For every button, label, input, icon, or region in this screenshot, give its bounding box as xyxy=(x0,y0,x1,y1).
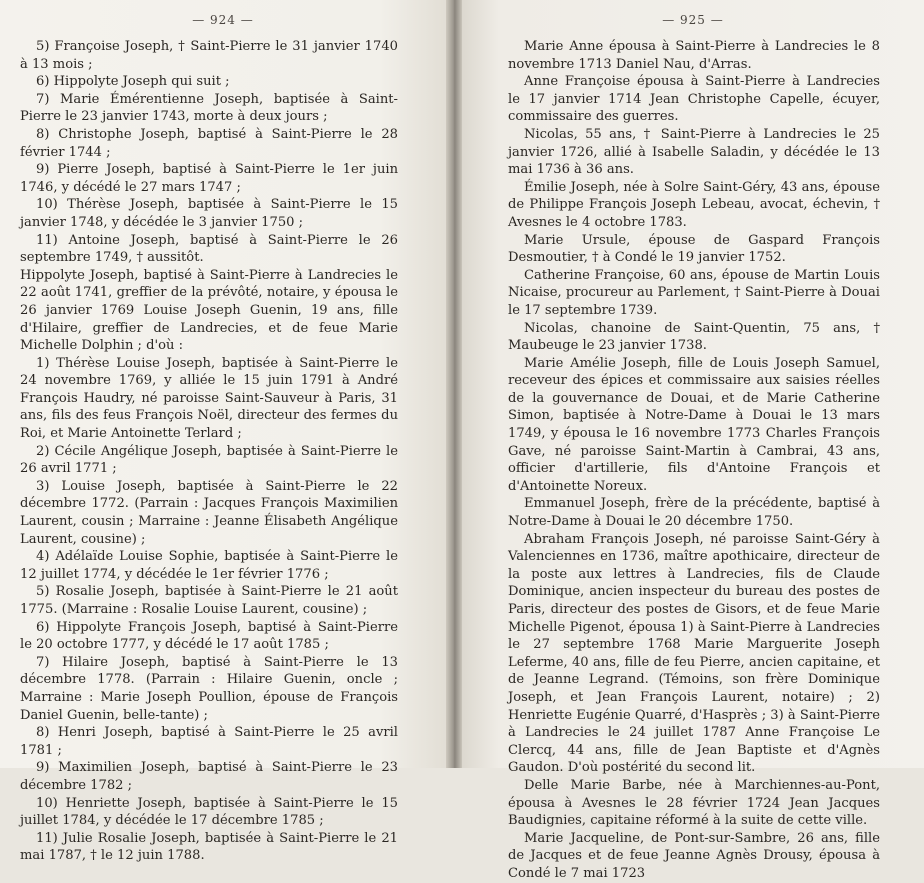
paragraph: 11) Antoine Joseph, baptisé à Saint-Pierre le 26 septembre 1749, † aussitôt. xyxy=(20,232,398,266)
paragraph: Hippolyte Joseph, baptisé à Saint-Pierre à Landrecies le 22 août 1741, greffier de la prévôté, notaire, y épousa le 26 janvier 1769 Louise Joseph Guenin, 19 ans, fille d'Hilaire, greffier de Landrecies, et de feue Marie Michelle Dolphin ; d'où : xyxy=(20,267,398,354)
paragraph: 11) Julie Rosalie Joseph, baptisée à Saint-Pierre le 21 mai 1787, † le 12 juin 1788. xyxy=(20,830,398,864)
left-page-number: — 924 — xyxy=(192,13,254,27)
paragraph: Marie Ursule, épouse de Gaspard François Desmoutier, † à Condé le 19 janvier 1752. xyxy=(508,232,880,266)
paragraph: 8) Henri Joseph, baptisé à Saint-Pierre le 25 avril 1781 ; xyxy=(20,725,398,758)
paragraph: 5) Françoise Joseph, † Saint-Pierre le 31 janvier 1740 à 13 mois ; xyxy=(20,39,398,72)
paragraph: Nicolas, chanoine de Saint-Quentin, 75 ans, † Maubeuge le 23 janvier 1738. xyxy=(508,320,880,354)
paragraph: Marie Amélie Joseph, fille de Louis Joseph Samuel, receveur des épices et commissaire aux saisies réelles de la gouvernance de Douai, et de Marie Catherine Simon, baptisée à Notre-Dame à Douai le 13 mars 1749, y épousa le 16 novembre 1773 Charles François Gave, né paroisse Saint-Martin à Cambrai, 43 ans, officier d'artillerie, fils d'Antoine François et d'Antoinette Noreux. xyxy=(508,355,880,494)
right-page xyxy=(462,0,924,881)
paragraph: Emmanuel Joseph, frère de la précédente, baptisé à Notre-Dame à Douai le 20 décembre 1750. xyxy=(508,496,880,530)
paragraph: 5) Rosalie Joseph, baptisée à Saint-Pierre le 21 août 1775. (Marraine : Rosalie Louise Laurent, cousine) ; xyxy=(20,584,398,617)
paragraph: 6) Hippolyte François Joseph, baptisé à Saint-Pierre le 20 octobre 1777, y décédé le 17 août 1785 ; xyxy=(20,619,398,653)
paragraph: 7) Marie Émérentienne Joseph, baptisée à Saint-Pierre le 23 janvier 1743, morte à deux jours ; xyxy=(20,91,398,125)
right-page-number: — 925 — xyxy=(662,13,724,27)
book-gutter xyxy=(446,0,462,768)
paragraph: 9) Pierre Joseph, baptisé à Saint-Pierre le 1er juin 1746, y décédé le 27 mars 1747 ; xyxy=(20,162,398,195)
paragraph: Anne Françoise épousa à Saint-Pierre à Landrecies le 17 janvier 1714 Jean Christophe Capelle, écuyer, commissaire des guerres. xyxy=(508,74,880,125)
right-page-text xyxy=(508,38,880,883)
paragraph: 2) Cécile Angélique Joseph, baptisée à Saint-Pierre le 26 avril 1771 ; xyxy=(20,443,398,477)
paragraph: Marie Jacqueline, de Pont-sur-Sambre, 26 ans, fille de Jacques et de feue Jeanne Agnès Drousy, épousa à Condé le 7 mai 1723 xyxy=(508,830,880,881)
paragraph: 10) Thérèse Joseph, baptisée à Saint-Pierre le 15 janvier 1748, y décédée le 3 janvier 1750 ; xyxy=(20,197,398,230)
left-page xyxy=(0,0,446,864)
paragraph: Abraham François Joseph, né paroisse Saint-Géry à Valenciennes en 1736, maître apothicaire, directeur de la poste aux lettres à Landrecies, fils de Claude Dominique, ancien inspecteur du bureau des postes de Paris, directeur des postes de Gisors, et de feue Marie Michelle Pigenot, épousa 1) à Saint-Pierre à Landrecies le 27 septembre 1768 Marie Marguerite Joseph Leferme, 40 ans, fille de feu Pierre, ancien capitaine, et de Jeanne Legrand. (Témoins, son frère Dominique Joseph, et Jean François Laurent, notaire) ; 2) Henriette Eugénie Quarré, d'Hasprès ; 3) à Saint-Pierre à Landrecies le 24 juillet 1787 Anne Françoise Le Clercq, 44 ans, fille de Jean Baptiste et d'Agnès Gaudon. D'où postérité du second lit. xyxy=(508,531,880,776)
paragraph: 4) Adélaïde Louise Sophie, baptisée à Saint-Pierre le 12 juillet 1774, y décédée le 1er février 1776 ; xyxy=(20,549,398,582)
paragraph: 8) Christophe Joseph, baptisé à Saint-Pierre le 28 février 1744 ; xyxy=(20,126,398,160)
paragraph: 9) Maximilien Joseph, baptisé à Saint-Pierre le 23 décembre 1782 ; xyxy=(20,760,398,793)
paragraph: Delle Marie Barbe, née à Marchiennes-au-Pont, épousa à Avesnes le 28 février 1724 Jean Jacques Baudignies, capitaine réformé à la suite de cette ville. xyxy=(508,777,880,829)
paragraph: Catherine Françoise, 60 ans, épouse de Martin Louis Nicaise, procureur au Parlement, † Saint-Pierre à Douai le 17 septembre 1739. xyxy=(508,267,880,318)
left-page-text xyxy=(20,38,398,865)
paragraph: Nicolas, 55 ans, † Saint-Pierre à Landrecies le 25 janvier 1726, allié à Isabelle Saladin, y décédée le 13 mai 1736 à 36 ans. xyxy=(508,126,880,178)
paragraph: 10) Henriette Joseph, baptisée à Saint-Pierre le 15 juillet 1784, y décédée le 17 décembre 1785 ; xyxy=(20,795,398,829)
paragraph: 6) Hippolyte Joseph qui suit ; xyxy=(36,74,230,90)
paragraph: Émilie Joseph, née à Solre Saint-Géry, 43 ans, épouse de Philippe François Joseph Lebeau, avocat, échevin, † Avesnes le 4 octobre 1783. xyxy=(508,179,880,230)
paragraph: 3) Louise Joseph, baptisée à Saint-Pierre le 22 décembre 1772. (Parrain : Jacques François Maximilien Laurent, cousin ; Marraine : Jeanne Élisabeth Angélique Laurent, cousine) ; xyxy=(20,478,398,547)
paragraph: Marie Anne épousa à Saint-Pierre à Landrecies le 8 novembre 1713 Daniel Nau, d'Arras. xyxy=(508,39,880,72)
paragraph: 7) Hilaire Joseph, baptisé à Saint-Pierre le 13 décembre 1778. (Parrain : Hilaire Guenin, oncle ; Marraine : Marie Joseph Poullion, épouse de François Daniel Guenin, belle-tante) ; xyxy=(20,654,398,723)
paragraph: 1) Thérèse Louise Joseph, baptisée à Saint-Pierre le 24 novembre 1769, y alliée le 15 juin 1791 à André François Haudry, né paroisse Saint-Sauveur à Paris, 31 ans, fils des feus François Noël, directeur des fermes du Roi, et Marie Antoinette Terlard ; xyxy=(20,355,398,442)
